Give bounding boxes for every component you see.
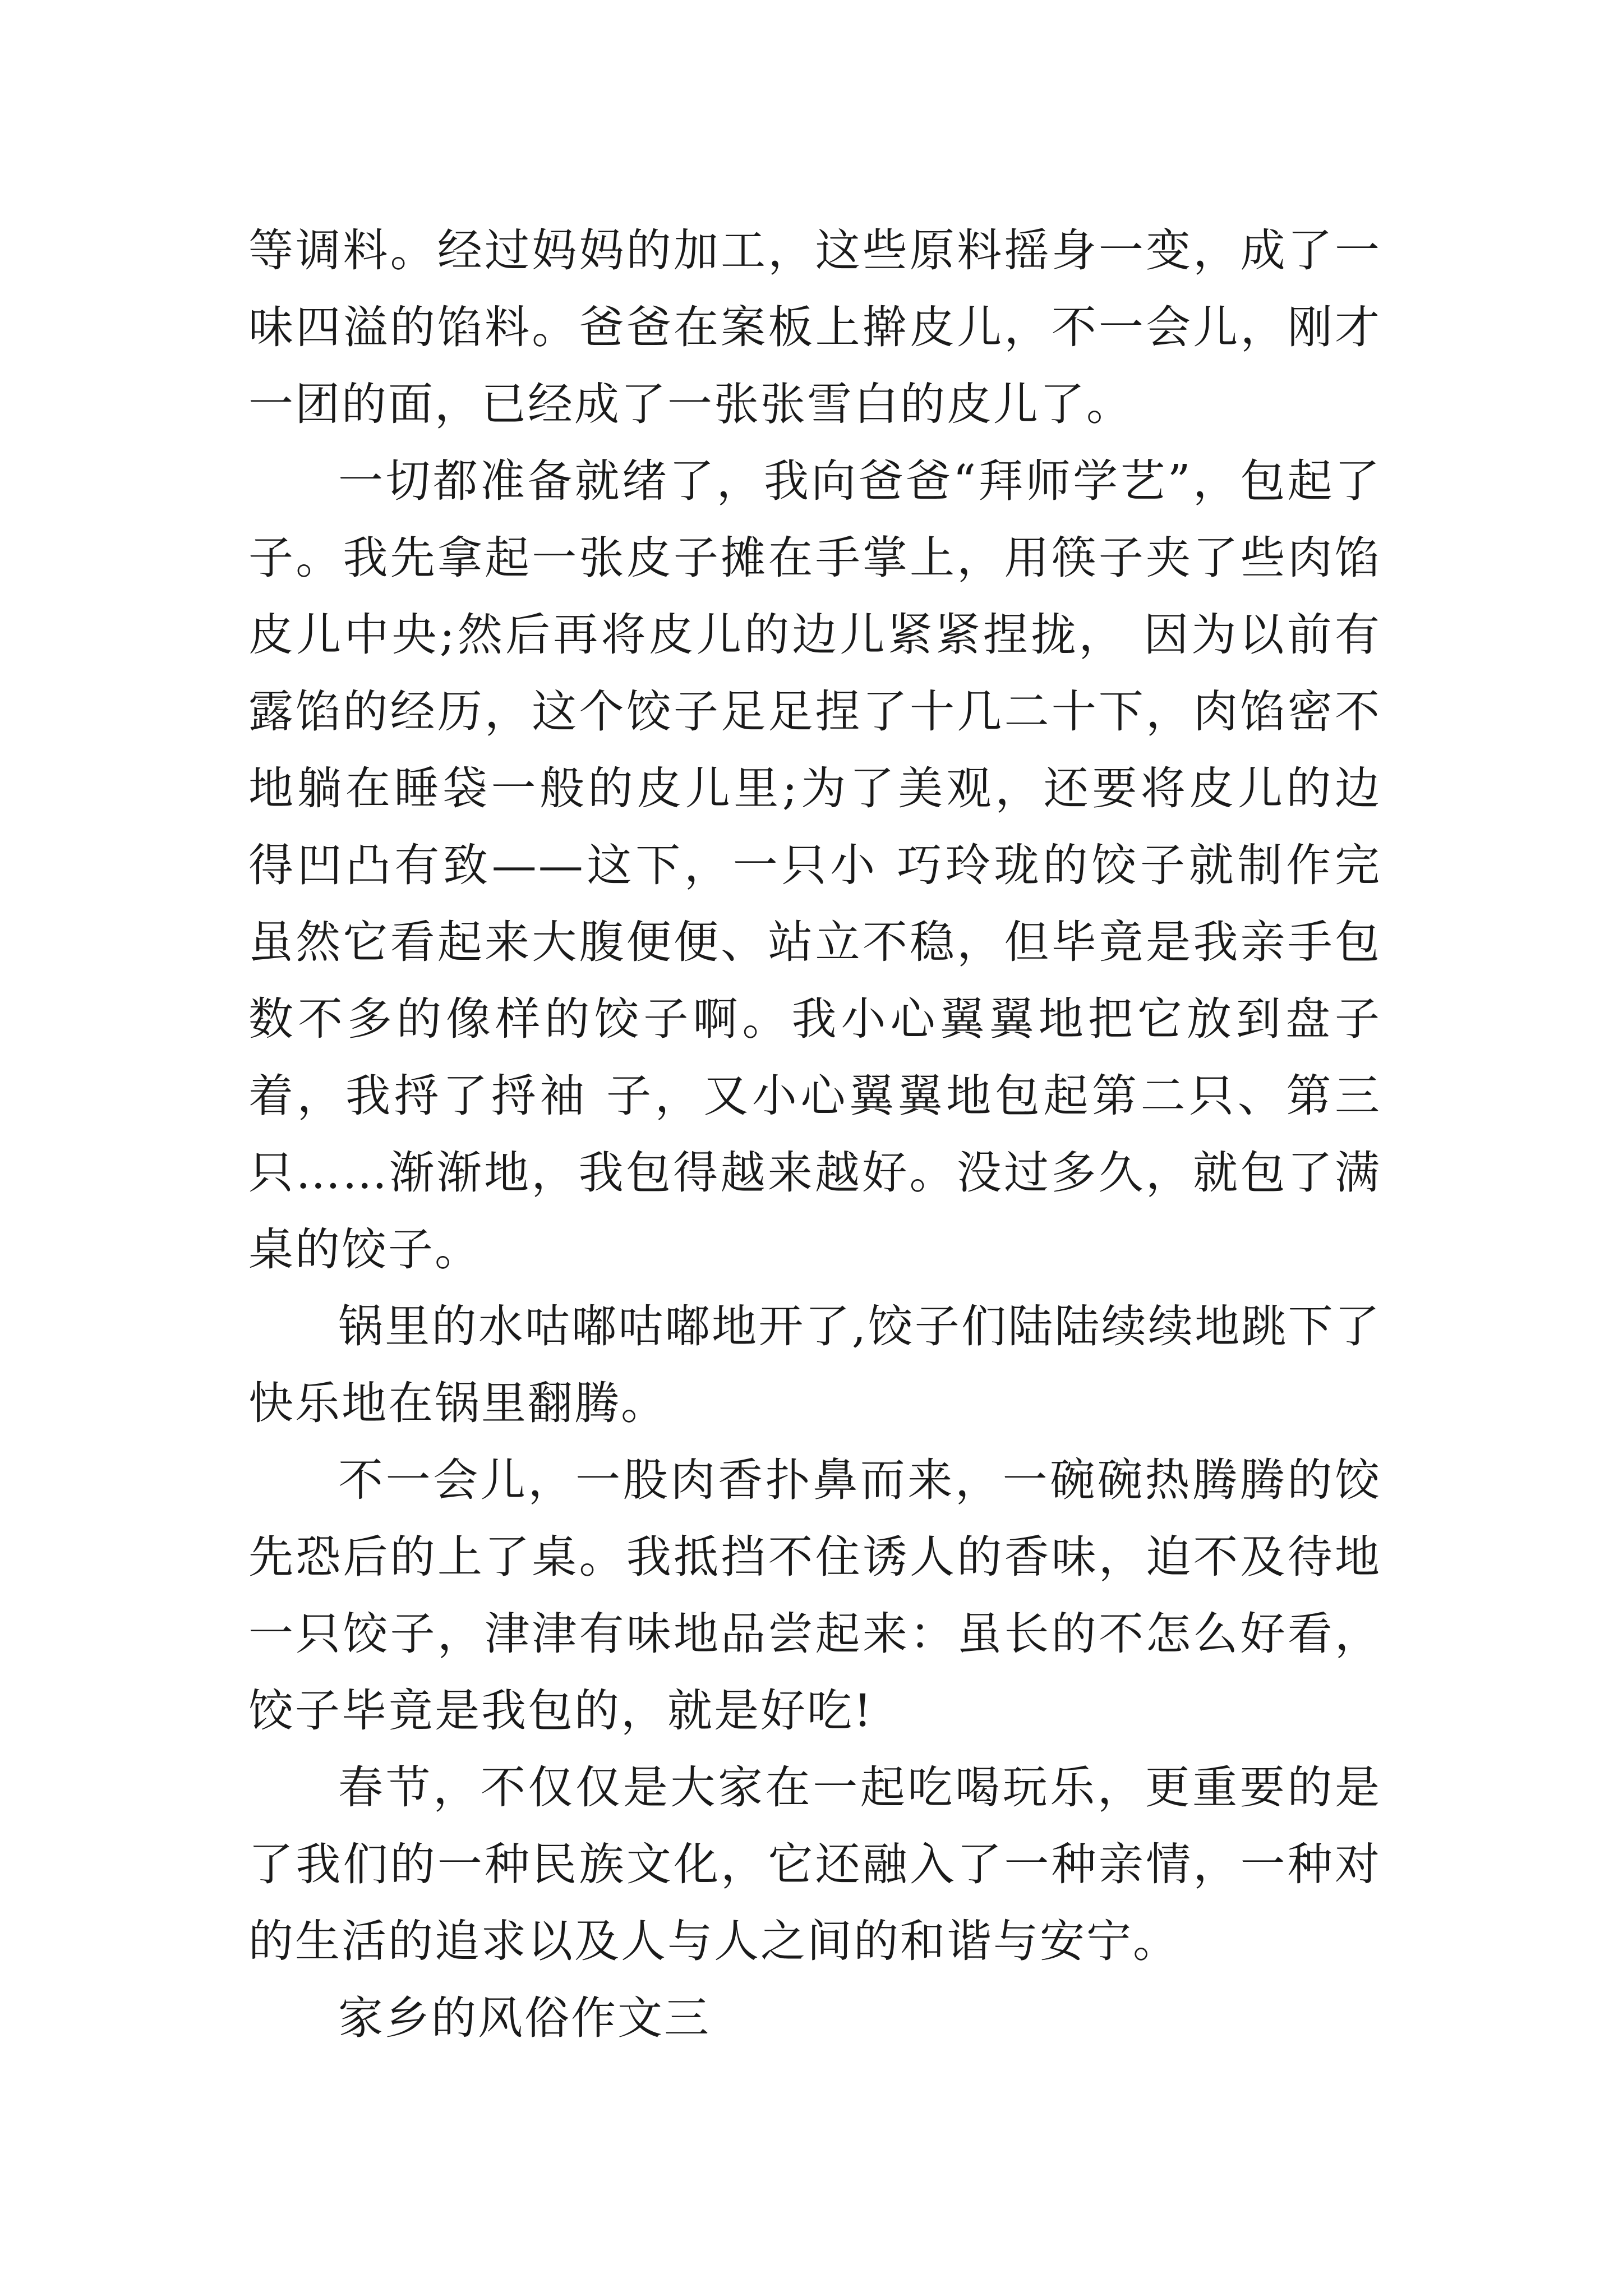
text-line: 桌的饺子。 xyxy=(248,1223,481,1276)
text-line: 子。我先拿起一张皮子摊在手掌上，用筷子夹了些肉馅 xyxy=(248,532,1381,584)
text-line: 饺子毕竟是我包的，就是好吃! xyxy=(248,1685,874,1737)
text-line: 地躺在睡袋一般的皮儿里;为了美观，还要将皮儿的边 xyxy=(248,762,1381,815)
text-line: 露馅的经历，这个饺子足足捏了十几二十下，肉馅密不 xyxy=(248,685,1381,738)
text-line: 一只饺子，津津有味地品尝起来：虽长的不怎么好看， xyxy=(248,1608,1381,1660)
text-line: 数不多的像样的饺子啊。我小心翼翼地把它放到盘子 xyxy=(248,993,1381,1045)
text-line: 等调料。经过妈妈的加工，这些原料摇身一变，成了一 xyxy=(248,224,1381,277)
text-line: 得凹凸有致——这下，一只小 巧玲珑的饺子就制作完 xyxy=(248,839,1381,891)
text-line: 先恐后的上了桌。我抵挡不住诱人的香味，迫不及待地 xyxy=(248,1531,1381,1583)
text-line: 一团的面，已经成了一张张雪白的皮儿了。 xyxy=(248,378,1133,430)
text-line: 味四溢的馅料。爸爸在案板上擀皮儿，不一会儿，刚才 xyxy=(248,301,1381,353)
text-line: 虽然它看起来大腹便便、站立不稳，但毕竟是我亲手包 xyxy=(248,916,1381,968)
essay-body xyxy=(248,212,1381,2056)
text-line: 一切都准备就绪了，我向爸爸“拜师学艺”，包起了 xyxy=(338,455,1381,507)
text-line: 着，我捋了捋袖 子，又小心翼翼地包起第二只、第三 xyxy=(248,1070,1381,1122)
text-line: 只……渐渐地，我包得越来越好。没过多久，就包了满 xyxy=(248,1147,1381,1199)
text-line: 皮儿中央;然后再将皮儿的边儿紧紧捏拢， 因为以前有 xyxy=(248,609,1381,661)
text-line: 的生活的追求以及人与人之间的和谐与安宁。 xyxy=(248,1915,1179,1967)
text-line: 了我们的一种民族文化，它还融入了一种亲情，一种对 xyxy=(248,1838,1381,1890)
text-line: 锅里的水咕嘟咕嘟地开了,饺子们陆陆续续地跳下了 xyxy=(338,1300,1381,1352)
text-line: 家乡的风俗作文三 xyxy=(338,1992,711,2044)
text-line: 春节，不仅仅是大家在一起吃喝玩乐，更重要的是 xyxy=(338,1761,1381,1814)
text-line: 快乐地在锅里翻腾。 xyxy=(248,1377,667,1429)
text-line: 不一会儿，一股肉香扑鼻而来，一碗碗热腾腾的饺 xyxy=(338,1454,1381,1506)
